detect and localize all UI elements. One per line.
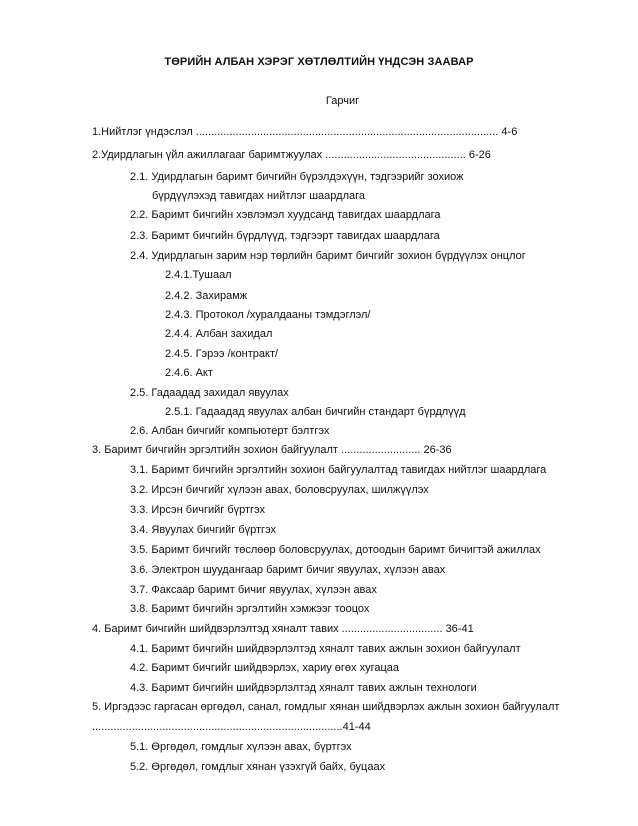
toc-entry-2-4-3: 2.4.3. Протокол /хуралдааны тэмдэглэл/: [165, 309, 371, 321]
toc-entry-2-4-6: 2.4.6. Акт: [165, 367, 213, 379]
toc-entry-4-1: 4.1. Баримт бичгийн шийдвэрлэлтэд хяналт тавих ажлын зохион байгуулалт: [130, 643, 521, 655]
toc-entry-4-3: 4.3. Баримт бичгийн шийдвэрлэлтэд хяналт тавих ажлын технологи: [130, 682, 477, 694]
toc-entry-2-6: 2.6. Албан бичгийг компьютерт бэлтгэх: [130, 425, 330, 437]
toc-entry-3-2: 3.2. Ирсэн бичгийг хүлээн авах, боловсруулах, шилжүүлэх: [130, 484, 429, 496]
toc-entry-2-2: 2.2. Баримт бичгийн хэвлэмэл хуудсанд тавигдах шаардлага: [130, 209, 441, 221]
toc-entry-5-1: 5.1. Өргөдөл, гомдлыг хүлээн авах, бүртгэх: [130, 741, 352, 753]
toc-entry-3: 3. Баримт бичгийн эргэлтийн зохион байгуулалт .......................... 26-36: [92, 444, 452, 456]
toc-entry-3-3: 3.3. Ирсэн бичгийг бүртгэх: [130, 504, 266, 516]
toc-entry-2-4-2: 2.4.2. Захирамж: [165, 290, 248, 302]
toc-entry-2-3: 2.3. Баримт бичгийн бүрдлүүд, тэдгээрт тавигдах шаардлага: [130, 230, 440, 242]
toc-entry-3-6: 3.6. Электрон шуудангаар баримт бичиг явуулах, хүлээн авах: [130, 564, 446, 576]
toc-entry-5: 5. Иргэдээс гаргасан өргөдөл, санал, гомдлыг хянан шийдвэрлэх ажлын зохион байгуулалт: [92, 701, 560, 713]
toc-entry-3-7: 3.7. Факсаар баримт бичиг явуулах, хүлээн авах: [130, 584, 377, 596]
toc-entry-5-2: 5.2. Өргөдөл, гомдлыг хянан үзэхгүй байх, буцаах: [130, 761, 386, 773]
toc-entry-4: 4. Баримт бичгийн шийдвэрлэлтэд хяналт тавих ................................. 36-41: [92, 623, 474, 635]
toc-entry-2-4-4: 2.4.4. Албан захидал: [165, 328, 273, 340]
toc-entry-2-4-1: 2.4.1.Тушаал: [165, 269, 232, 281]
toc-entry-5-pages: ..................................................................................41-44: [92, 721, 371, 733]
toc-entry-1: 1.Нийтлэг үндэслэл ................................................................................................... 4-6: [92, 126, 518, 138]
toc-entry-2-1-cont: бүрдүүлэхэд тавигдах нийтлэг шаардлага: [152, 190, 365, 202]
document-title: ТӨРИЙН АЛБАН ХЭРЭГ ХӨТЛӨЛТИЙН ҮНДСЭН ЗААВАР: [164, 56, 474, 68]
toc-entry-2-1: 2.1. Удирдлагын баримт бичгийн бүрэлдэхүүн, тэдгээрийг зохиож: [130, 171, 464, 183]
toc-entry-2-4-5: 2.4.5. Гэрээ /контракт/: [165, 348, 279, 360]
toc-entry-2-5: 2.5. Гадаадад захидал явуулах: [130, 387, 289, 399]
toc-heading: Гарчиг: [325, 95, 360, 107]
toc-entry-3-1: 3.1. Баримт бичгийн эргэлтийн зохион байгуулалтад тавигдах нийтлэг шаардлага: [130, 464, 547, 476]
toc-entry-2: 2.Удирдлагын үйл ажиллагааг баримтжуулах .............................................. 6-26: [92, 149, 491, 161]
toc-entry-3-4: 3.4. Явуулах бичгийг бүртгэх: [130, 524, 277, 536]
toc-entry-3-8: 3.8. Баримт бичгийн эргэлтийн хэмжээг тооцох: [130, 603, 370, 615]
toc-entry-4-2: 4.2. Баримт бичгийг шийдвэрлэх, хариу өгөх хугацаа: [130, 662, 399, 674]
toc-entry-2-4: 2.4. Удирдлагын зарим нэр төрлийн баримт бичгийг зохион бүрдүүлэх онцлог: [130, 250, 526, 262]
toc-entry-3-5: 3.5. Баримт бичгийг төслөөр боловсруулах, дотоодын баримт бичигтэй ажиллах: [130, 544, 541, 556]
toc-entry-2-5-1: 2.5.1. Гадаадад явуулах албан бичгийн стандарт бүрдлүүд: [165, 406, 466, 418]
